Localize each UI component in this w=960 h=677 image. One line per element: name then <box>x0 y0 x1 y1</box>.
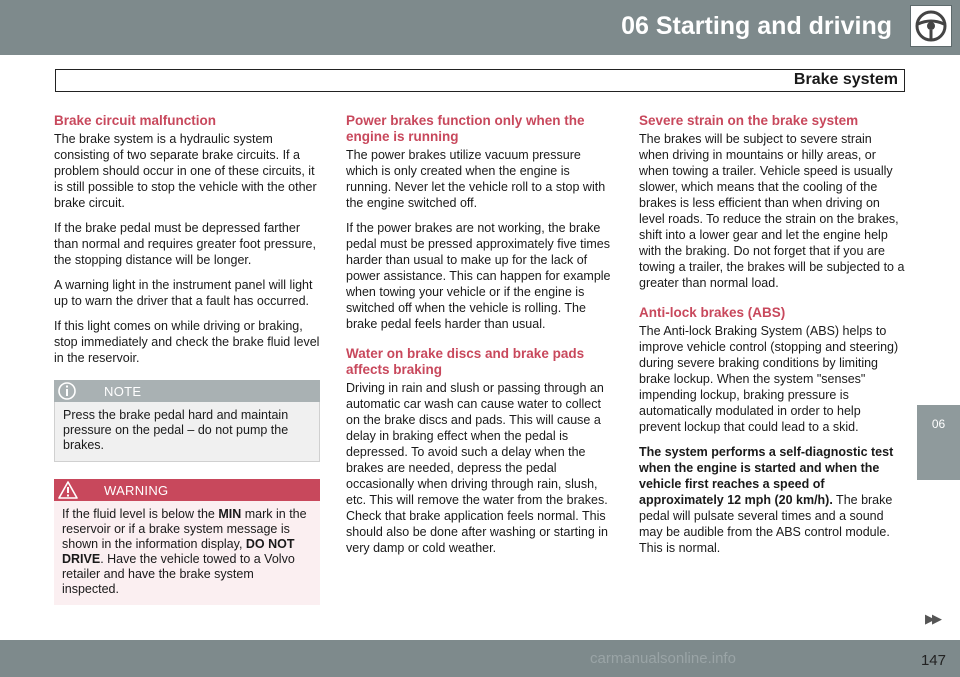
warning-text-part: mark in the reservoir or if a brake system message is shown in the information display, <box>62 507 307 551</box>
column-2 <box>346 113 612 565</box>
warning-text-part: If the fluid level is below the <box>62 507 219 521</box>
warning-text-part: . Have the vehicle towed to a Volvo retailer and have the brake system inspected. <box>62 552 295 596</box>
section-bar <box>55 69 905 92</box>
chapter-side-tab[interactable] <box>917 405 960 480</box>
page-header <box>0 0 960 55</box>
page-footer <box>0 640 960 677</box>
info-circle-icon <box>57 381 77 401</box>
paragraph: The brakes will be subject to severe strain when driving in mountains or hilly areas, or when towing a trailer. Vehicle speed is usually slower, which means that the cooling of the brakes is less efficient than when driving on level roads. To reduce the strain on the brakes, shift into a lower gear and let the engine help with the braking. Do not forget that if you are towing a trailer, the brakes will be subjected to a greater than normal load. <box>639 132 905 290</box>
chapter-tab-label: 06 <box>931 417 946 431</box>
steering-wheel-icon <box>910 5 952 47</box>
warning-header <box>54 479 320 501</box>
heading-abs: Anti-lock brakes (ABS) <box>639 305 786 320</box>
page-number: 147 <box>920 652 946 669</box>
heading-power-brakes: Power brakes function only when the engine is running <box>346 113 585 144</box>
paragraph: The Anti-lock Braking System (ABS) helps to improve vehicle control (stopping and steering) during severe braking conditions by limiting brake lockup. When the system "senses" impending lockup, braking pressure is automatically modulated in order to help prevent lockup that could lead to a skid. <box>639 324 899 434</box>
note-header <box>54 380 320 402</box>
warning-bold-min: MIN <box>218 507 242 521</box>
column-3 <box>639 113 905 565</box>
paragraph: A warning light in the instrument panel will light up to warn the driver that a fault has occurred. <box>54 278 313 308</box>
chapter-title: 06 Starting and driving <box>621 12 892 40</box>
warning-triangle-icon <box>57 480 79 500</box>
heading-water-on-brakes: Water on brake discs and brake pads affects braking <box>346 346 585 377</box>
warning-bold-do-not-drive: DO NOT DRIVE <box>62 537 295 566</box>
paragraph: The power brakes utilize vacuum pressure which is only created when the engine is running. Never let the vehicle roll to a stop with the engine switched off. <box>346 148 606 210</box>
next-page-arrows-icon[interactable]: ▶▶ <box>925 611 939 626</box>
column-1 <box>54 113 320 605</box>
section-title: Brake system <box>793 71 898 88</box>
note-box <box>54 380 320 462</box>
warning-box <box>54 479 320 605</box>
paragraph: If the power brakes are not working, the brake pedal must be pressed approximately five times harder than usual to make up for the lack of power assistance. This can happen for example when towing your vehicle or if the engine is switched off when the vehicle is rolling. The brake pedal feels harder than usual. <box>346 221 611 331</box>
bold-text: The system performs a self-diagnostic test when the engine is started and when the vehicle first reaches a speed of approximately 12 mph (20 km/h). <box>639 445 894 507</box>
heading-severe-strain: Severe strain on the brake system <box>639 113 859 128</box>
note-text: Press the brake pedal hard and maintain pressure on the pedal – do not pump the brakes. <box>54 402 320 462</box>
watermark: carmanualsonline.info <box>590 650 736 667</box>
paragraph: If the brake pedal must be depressed farther than normal and requires greater foot pressure, the stopping distance will be longer. <box>54 221 316 267</box>
paragraph: Driving in rain and slush or passing through an automatic car wash can cause water to collect on the brake discs and pads. This will cause a delay in braking effect when the pedal is depressed. To avoid such a delay when the brakes are needed, depress the pedal occasionally when driving through rain, slush, etc. This will remove the water from the brakes. Check that brake application feels normal. This should also be done after washing or starting in very damp or cold weather. <box>346 381 608 555</box>
paragraph: The brake system is a hydraulic system consisting of two separate brake circuits. If a problem should occur in one of these circuits, it is still possible to stop the vehicle with the other brake circuit. <box>54 132 317 210</box>
text-run: The brake pedal will pulsate several times and a sound may be audible from the ABS control module. This is normal. <box>639 493 893 555</box>
paragraph: If this light comes on while driving or braking, stop immediately and check the brake fluid level in the reservoir. <box>54 319 320 365</box>
heading-brake-circuit-malfunction: Brake circuit malfunction <box>54 113 217 128</box>
warning-text <box>54 501 320 605</box>
paragraph <box>639 444 905 556</box>
note-label: NOTE <box>104 384 142 399</box>
warning-label: WARNING <box>104 483 169 498</box>
